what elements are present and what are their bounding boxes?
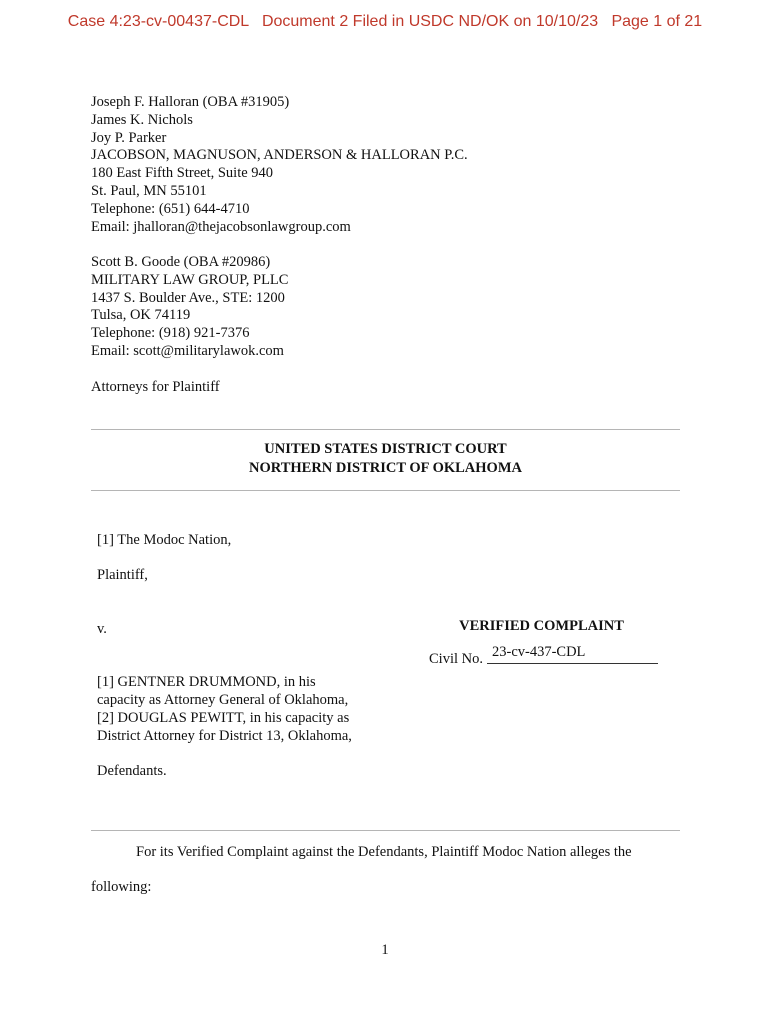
civil-no-label: Civil No. <box>429 651 483 667</box>
counsel-line: MILITARY LAW GROUP, PLLC <box>91 271 289 288</box>
filing-stamp <box>0 13 770 31</box>
filing-info: Document 2 Filed in USDC ND/OK on 10/10/23 <box>261 13 599 30</box>
body-paragraph: For its Verified Complaint against the Defendants, Plaintiff Modoc Nation alleges the <box>136 844 632 860</box>
counsel-line: Joy P. Parker <box>91 129 167 146</box>
court-heading <box>91 440 680 478</box>
document-title: VERIFIED COMPLAINT <box>459 618 624 634</box>
divider <box>91 830 680 831</box>
versus: v. <box>97 621 107 637</box>
counsel-line: Joseph F. Halloran (OBA #31905) <box>91 94 290 110</box>
case-number: Case 4:23-cv-00437-CDL <box>67 13 249 30</box>
counsel-line: Email: jhalloran@thejacobsonlawgroup.com <box>91 218 351 235</box>
counsel-block-2 <box>91 254 288 361</box>
defendants-label: Defendants. <box>97 763 167 779</box>
attorneys-for-label: Attorneys for Plaintiff <box>91 379 220 395</box>
counsel-line: 180 East Fifth Street, Suite 940 <box>91 165 274 182</box>
court-district: NORTHERN DISTRICT OF OKLAHOMA <box>248 460 522 476</box>
plaintiff-name: [1] The Modoc Nation, <box>97 532 232 548</box>
counsel-line: Telephone: (651) 644-4710 <box>91 200 250 217</box>
civil-no-value: 23-cv-437-CDL <box>487 644 658 664</box>
divider <box>91 490 680 491</box>
page-indicator: Page 1 of 21 <box>611 13 703 30</box>
defendant-line: capacity as Attorney General of Oklahoma, <box>97 692 349 708</box>
counsel-line: Scott B. Goode (OBA #20986) <box>91 254 271 270</box>
court-name: UNITED STATES DISTRICT COURT <box>264 441 507 457</box>
counsel-line: Email: scott@militarylawok.com <box>91 342 284 359</box>
page-number: 1 <box>381 942 389 958</box>
body-paragraph-continued: following: <box>91 879 152 895</box>
defendant-line: [1] GENTNER DRUMMOND, in his <box>97 674 316 690</box>
defendant-line: District Attorney for District 13, Oklahoma, <box>97 728 352 744</box>
counsel-line: Tulsa, OK 74119 <box>91 307 191 324</box>
attorneys-for <box>91 379 220 397</box>
counsel-line: Telephone: (918) 921-7376 <box>91 325 250 342</box>
counsel-block-1 <box>91 94 468 236</box>
defendant-line: [2] DOUGLAS PEWITT, in his capacity as <box>97 710 350 726</box>
plaintiff-label: Plaintiff, <box>97 567 148 583</box>
defendants-block <box>97 673 352 745</box>
counsel-line: JACOBSON, MAGNUSON, ANDERSON & HALLORAN P.C. <box>91 147 468 164</box>
counsel-line: 1437 S. Boulder Ave., STE: 1200 <box>91 289 285 306</box>
counsel-line: James K. Nichols <box>91 111 193 128</box>
civil-number <box>429 644 658 668</box>
divider <box>91 429 680 430</box>
counsel-line: St. Paul, MN 55101 <box>91 182 207 199</box>
